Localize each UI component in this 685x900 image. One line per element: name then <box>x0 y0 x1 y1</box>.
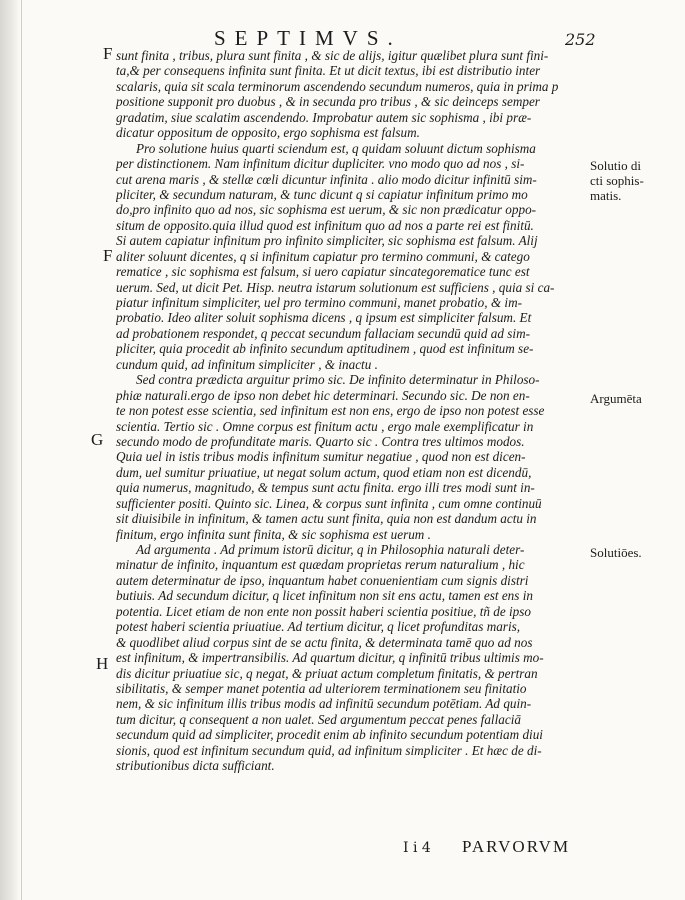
text-line: scalaris, quia sit scala terminorum ascendendo secundum numeros, quia in prima p <box>116 78 559 94</box>
text-line: probatio. Ideo aliter soluit sophisma dicens , q ipsum est simpliciter falsum. Et <box>116 310 532 326</box>
text-line: quia numerus, magnitudo, & tempus sunt actu finita. ergo illi tres modi sunt in- <box>116 480 535 496</box>
text-line: aliter soluunt dicentes, q si infinitum capiatur pro termino communi, & catego <box>116 248 530 264</box>
text-line: uerum. Sed, ut dicit Pet. Hisp. neutra istarum solutionum est sufficiens , quia si ca- <box>116 279 555 295</box>
text-line: pliciter, & secundum naturam, & tunc dicunt q si capiatur infinitum primo mo <box>116 186 528 202</box>
text-line: Sed contra prædicta arguitur primo sic. De infinito determinatur in Philoso- <box>136 372 540 388</box>
text-line: ad probationem respondet, q peccat secundum fallaciam secundū quid ad sim- <box>116 325 530 341</box>
signature-mark: I i 4 <box>403 840 431 856</box>
text-line: per distinctionem. Nam infinitum dicitur dupliciter. vno modo quo ad nos , si- <box>116 156 525 172</box>
text-line: Pro solutione huius quarti sciendum est, q quidam soluunt dictum sophisma <box>136 140 536 156</box>
text-line: Si autem capiatur infinitum pro infinito simpliciter, sic sophisma est falsum. Alij <box>116 233 538 249</box>
text-line: situm de opposito.quia illud quod est infinitum quo ad nos a parte rei est finitū. <box>116 217 534 233</box>
text-line: pliciter, quia procedit ab infinito secundum aptitudinem , quod est infinitum se- <box>116 341 534 357</box>
text-line: Quia uel in istis tribus modis infinitum sumitur negatiue , quod non est dicen- <box>116 449 526 465</box>
text-line: est infinitum, & impertransibilis. Ad quartum dicitur, q infinitū tribus ultimis mo- <box>116 650 544 666</box>
binding-gutter <box>0 0 20 900</box>
gutter-edge <box>21 0 22 900</box>
catchword: PARVORVM <box>462 837 571 856</box>
text-line: scientia. Tertio sic . Omne corpus est finitum actu , ergo male exemplificatur in <box>116 418 534 434</box>
text-line: secundum quid ad simpliciter, procedit enim ab infinito secundum potentiam diui <box>116 727 543 743</box>
text-line: Ad argumenta . Ad primum istorū dicitur, q in Philosophia naturali deter- <box>136 542 525 557</box>
text-line: dicatur oppositum de opposito, ergo sophisma est falsum. <box>116 125 420 141</box>
text-line: sunt finita , tribus, plura sunt finita , & sic de alijs, igitur quælibet plura sunt fini- <box>116 48 549 63</box>
text-line: potentia. Licet etiam de non ente non possit haberi scientia positiue, tñ de ipso <box>116 603 531 619</box>
text-line: phiæ naturali.ergo de ipso non debet hic determinari. Secundo sic. De non en- <box>116 387 530 403</box>
text-line: potest haberi scientia priuatiue. Ad tertium dicitur, q licet profunditas maris, <box>116 619 521 635</box>
text-line: dis dicitur priuatiue sic, q negat, & priuat actum completum finitatis, & pertran <box>116 665 538 681</box>
text-line: nem, & sic infinitum illis tribus modis ad infinitū secundum potētiam. Ad quin- <box>116 696 532 712</box>
text-line: autem determinatur de ipso, inquantum habet conuenientiam cum signis distri <box>116 572 529 588</box>
text-line: dum, uel sumitur priuatiue, ut negat solum actum, quod etiam non est dicendū, <box>116 464 532 480</box>
text-line: minatur de infinito, inquantum est quædam proprietas rerum naturalium , hic <box>116 557 525 573</box>
section-mark-h: H <box>96 654 109 673</box>
text-line: finitum, ergo infinita sunt finita, & sic sophisma est uerum . <box>116 526 431 542</box>
page-number: 252 <box>565 30 596 49</box>
text-line: positione supponit pro duobus , & in secunda pro tribus , & sic deinceps semper <box>116 94 540 110</box>
text-line: sufficienter positi. Quinto sic. Linea, & corpus sunt infinita , cum omne continuū <box>116 495 542 511</box>
section-mark-f2: F <box>103 246 113 265</box>
running-head: SEPTIMVS. <box>214 26 402 50</box>
text-line: ta,& per consequens infinita sunt finita. Et ut dicit textus, ibi est distributio inter <box>116 63 541 79</box>
text-line: secundo modo de profunditate maris. Quarto sic . Contra tres ultimos modos. <box>116 433 525 449</box>
text-line: sionis, quod est infinitum secundum quid, ad infinitum simpliciter . Et hæc de di- <box>116 742 542 758</box>
text-line: te non potest esse scientia, sed infinitum est non ens, ergo de ipso non potest esse <box>116 403 545 419</box>
text-line: & quodlibet aliud corpus sint de se actu finita, & determinata tamē quo ad nos <box>116 634 533 650</box>
marginal-note-argumenta: Argumēta <box>590 391 642 406</box>
section-mark-g: G <box>91 430 104 449</box>
text-line: sibilitatis, & semper manet potentia ad ulteriorem terminationem seu finitatio <box>116 680 527 696</box>
text-block <box>116 48 568 774</box>
text-line: gradatim, siue scalatim ascendendo. Improbatur autem sic sophisma , ibi præ- <box>116 109 532 125</box>
marginal-note-solutio: Solutio di cti sophis- matis. <box>590 158 644 203</box>
text-line: stributionibus dicta sufficiant. <box>116 758 275 774</box>
section-mark-f1: F <box>103 44 113 63</box>
text-line: piatur infinitum simpliciter, uel pro termino communi, manet probatio, & im- <box>116 295 522 310</box>
text-line: butiuis. Ad secundum dicitur, q licet infinitum non sit ens actu, tamen est ens in <box>116 588 533 604</box>
text-line: cut arena maris , & stellæ cœli dicuntur infinita . alio modo dicitur infinitū sim- <box>116 171 537 187</box>
text-line: tum dicitur, q consequent a non ualet. Sed argumentum peccat penes fallaciā <box>116 711 521 727</box>
marginal-note-solutiones: Solutiōes. <box>590 545 642 560</box>
text-line: do,pro infinito quo ad nos, sic sophisma est uerum, & sic non prædicatur oppo- <box>116 202 537 218</box>
text-line: sit diuisibile in infinitum, & tamen actu sunt finita, quia non est dandum actu in <box>116 511 537 527</box>
text-line: cundum quid, ad infinitum simpliciter , & inactu . <box>116 356 378 372</box>
text-line: rematice , sic sophisma est falsum, si uero capiatur sincategorematice tunc est <box>116 264 530 280</box>
